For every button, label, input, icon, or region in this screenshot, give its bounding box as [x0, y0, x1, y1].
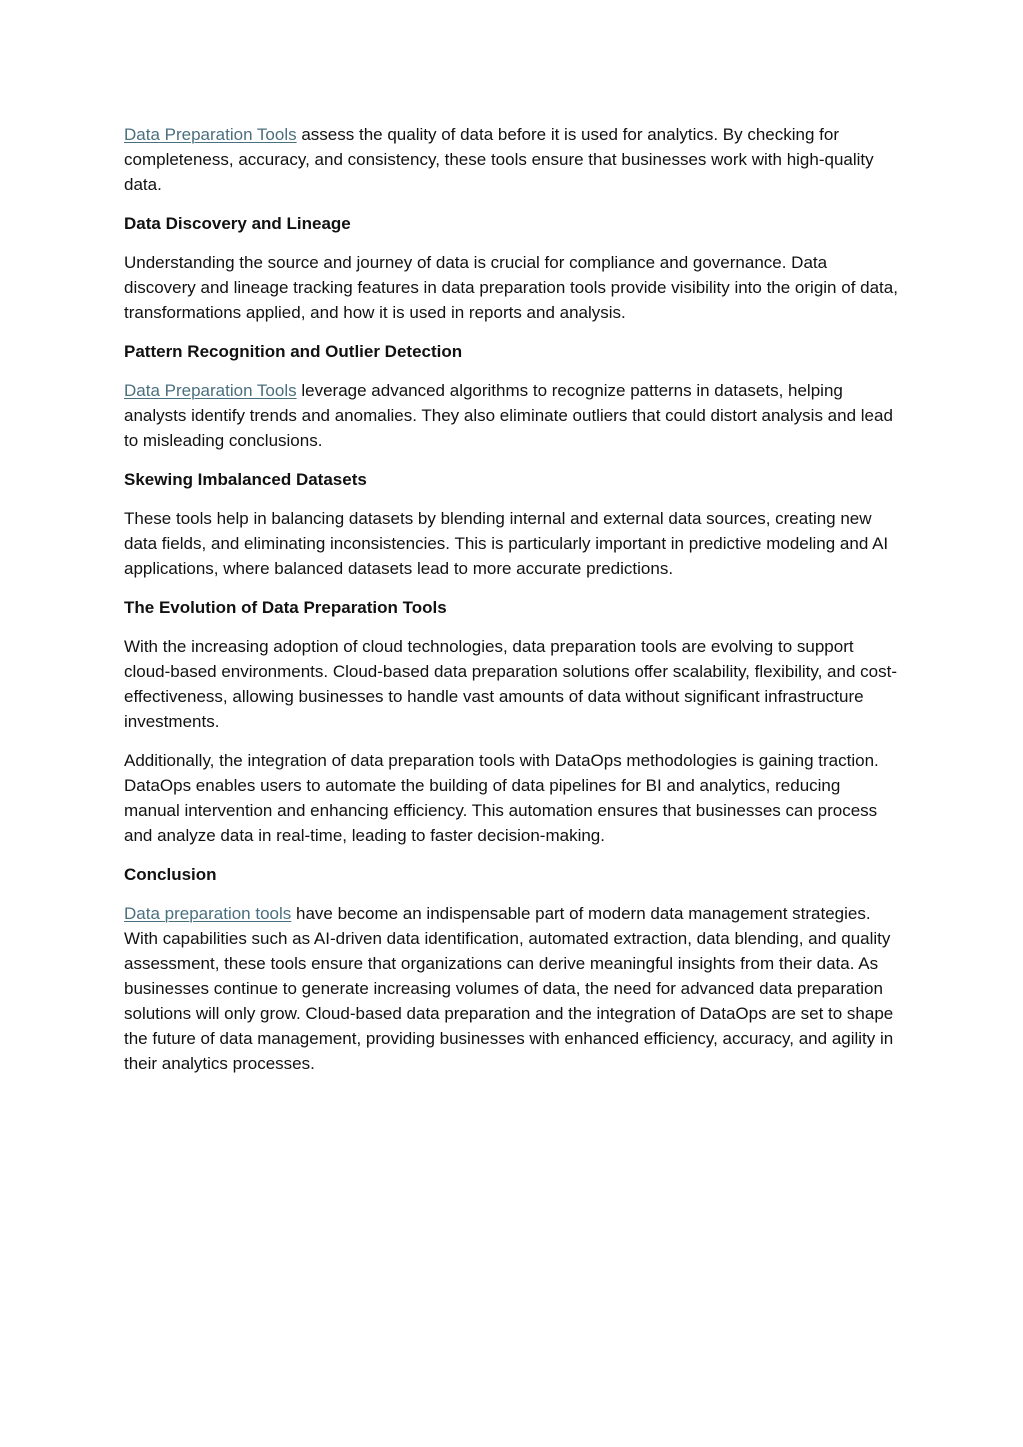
- pattern-paragraph: [124, 378, 900, 453]
- data-preparation-tools-link[interactable]: Data Preparation Tools: [124, 125, 297, 144]
- pattern-heading: Pattern Recognition and Outlier Detection: [124, 342, 463, 361]
- document-page: [124, 122, 900, 1090]
- conclusion-heading: Conclusion: [124, 865, 217, 884]
- skewing-paragraph: These tools help in balancing datasets by blending internal and external data sources, creating new data fields, and eliminating inconsistencies. This is particularly important in predictive modeling and AI applications, where balanced datasets lead to more accurate predictions.: [124, 509, 889, 578]
- evolution-paragraph-1: With the increasing adoption of cloud technologies, data preparation tools are evolving to support cloud-based environments. Cloud-based data preparation solutions offer scalability, flexibility, and cost-effectiveness, allowing businesses to handle vast amounts of data without significant infrastructure investments.: [124, 637, 897, 731]
- discovery-heading: Data Discovery and Lineage: [124, 214, 351, 233]
- pattern-text: leverage advanced algorithms to recognize patterns in datasets, helping analysts identify trends and anomalies. They also eliminate outliers that could distort analysis and lead to misleading conclusions.: [124, 381, 893, 450]
- intro-text: assess the quality of data before it is used for analytics. By checking for completeness, accuracy, and consistency, these tools ensure that businesses work with high-quality data.: [124, 125, 874, 194]
- evolution-heading: The Evolution of Data Preparation Tools: [124, 598, 447, 617]
- skewing-heading: Skewing Imbalanced Datasets: [124, 470, 367, 489]
- conclusion-text: have become an indispensable part of modern data management strategies. With capabilities such as AI-driven data identification, automated extraction, data blending, and quality assessment, these tools ensure that organizations can derive meaningful insights from their data. As businesses continue to generate increasing volumes of data, the need for advanced data preparation solutions will only grow. Cloud-based data preparation and the integration of DataOps are set to shape the future of data management, providing businesses with enhanced efficiency, accuracy, and agility in their analytics processes.: [124, 904, 894, 1073]
- intro-paragraph: [124, 122, 900, 197]
- conclusion-paragraph: [124, 901, 900, 1076]
- data-preparation-tools-link[interactable]: Data Preparation Tools: [124, 381, 297, 400]
- discovery-paragraph: Understanding the source and journey of data is crucial for compliance and governance. Data discovery and lineage tracking features in data preparation tools provide visibility into the origin of data, transformations applied, and how it is used in reports and analysis.: [124, 253, 898, 322]
- data-preparation-tools-link[interactable]: Data preparation tools: [124, 904, 292, 923]
- evolution-paragraph-2: Additionally, the integration of data preparation tools with DataOps methodologies is gaining traction. DataOps enables users to automate the building of data pipelines for BI and analytics, reducing manual intervention and enhancing efficiency. This automation ensures that businesses can process and analyze data in real-time, leading to faster decision-making.: [124, 751, 879, 845]
